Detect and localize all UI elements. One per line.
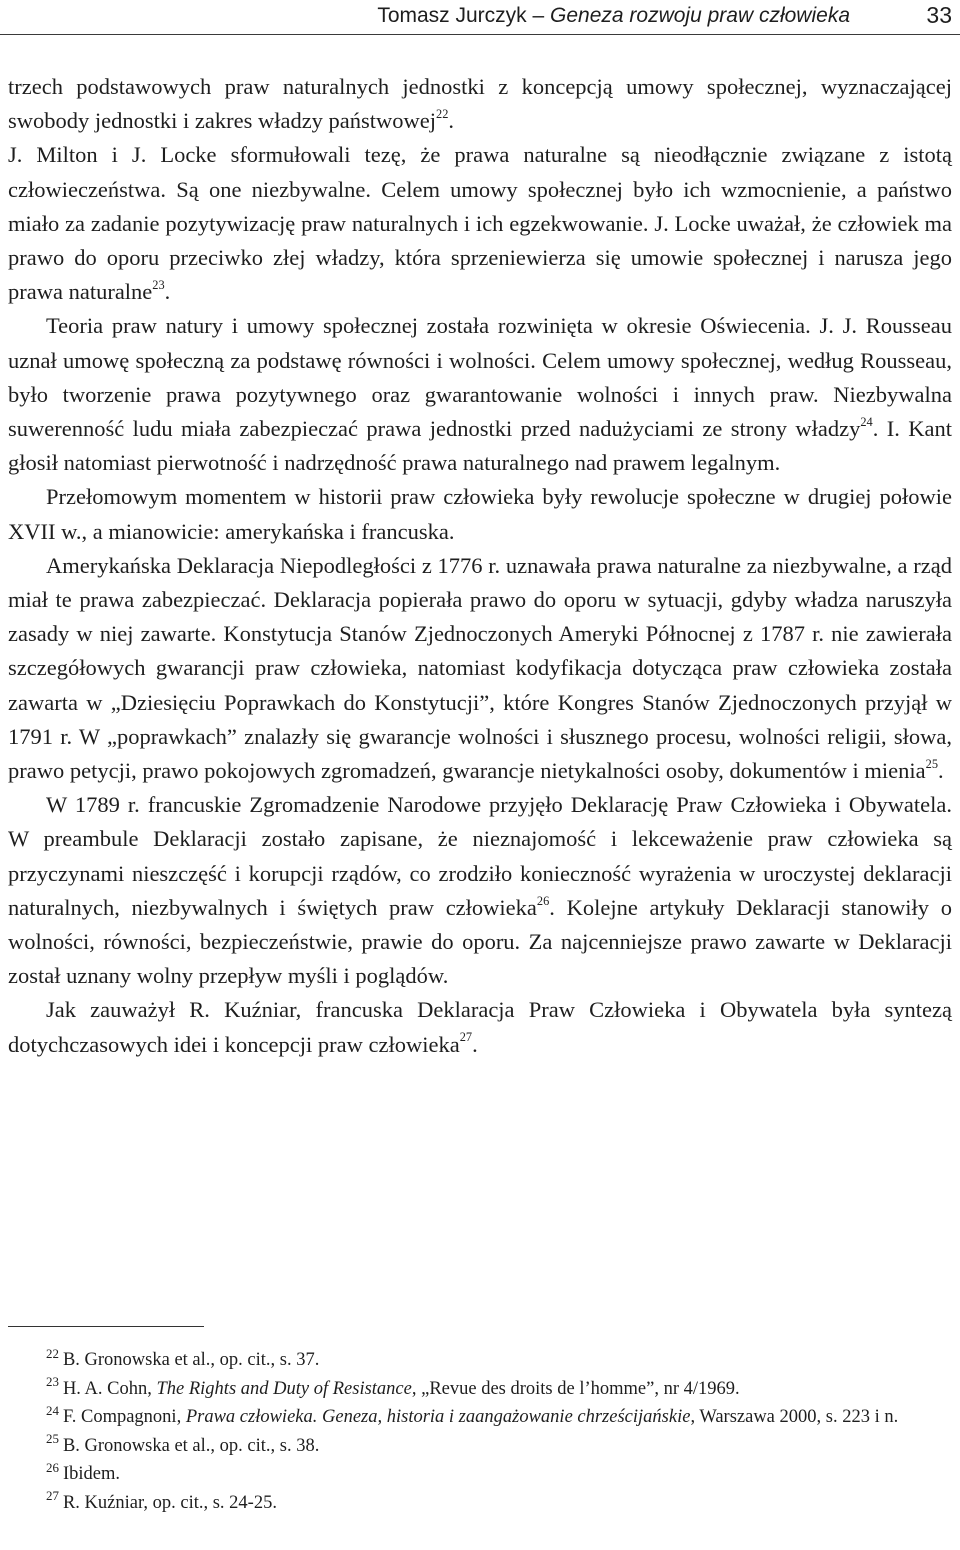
- paragraph-3: Teoria praw natury i umowy społecznej została rozwinięta w okresie Oświecenia. J. J. Rousseau uznał umowę społeczną za podstawę równości i wolności. Celem umowy społecznej, według Rousseau, było tworzenie prawa pozytywnego oraz gwarantowanie wolności i innych praw. Niezbywalna suwerenność ludu miała zabezpieczać prawa jednostki przed nadużyciami ze strony władzy$^{24}$. I. Kant głosił natomiast pierwotność i nadrzędność prawa naturalnego nad prawem legalnym.: [8, 313, 952, 476]
- footnote-separator: [8, 1326, 204, 1327]
- footnote-27: $^{27}$ R. Kuźniar, op. cit., s. 24-25.: [46, 1488, 277, 1513]
- footnote-ref-27: 27: [459, 1030, 473, 1045]
- footnote-ref-25: 25: [925, 756, 939, 771]
- paragraph-6: W 1789 r. francuskie Zgromadzenie Narodowe przyjęło Deklarację Praw Człowieka i Obywatela. W preambule Deklaracji zostało zapisane, że nieznajomość i lekceważenie praw człowieka są przyczynami nieszczęść i korupcji rządów, co zrodziło konieczność wyrażenia w uroczystej deklaracji naturalnych, niezbywalnych i świętych praw człowieka$^{26}$. Kolejne artykuły Deklaracji stanowiły o wolności, równości, bezpieczeństwie, prawie do oporu. Za najcenniejsze prawo zawarte w Deklaracji został uznany wolny przepływ myśli i poglądów.: [8, 792, 952, 989]
- footnote-25: $^{25}$ B. Gronowska et al., op. cit., s. 38.: [46, 1431, 320, 1456]
- paragraph-4: Przełomowym momentem w historii praw człowieka były rewolucje społeczne w drugiej połowie XVII w., a mianowicie: amerykańska i francuska.: [8, 484, 952, 544]
- page-number: 33: [926, 2, 952, 28]
- footnote-23: $^{23}$ H. A. Cohn, The Rights and Duty of Resistance, „Revue des droits de l’homme”, nr 4/1969.: [46, 1374, 740, 1399]
- footnote-24: $^{24}$ F. Compagnoni, Prawa człowieka. Geneza, historia i zaangażowanie chrześcijańskie, Warszawa 2000, s. 223 i n.: [46, 1402, 899, 1427]
- footnote-ref-24: 24: [860, 414, 873, 429]
- running-head-text: [377, 4, 850, 28]
- footnote-ref-26: 26: [536, 893, 550, 908]
- header-title: Geneza rozwoju praw człowieka: [550, 4, 850, 27]
- footnote-ref-22: 22: [436, 106, 449, 121]
- paragraph-5: Amerykańska Deklaracja Niepodległości z 1776 r. uznawała prawa naturalne za niezbywalne, a rząd miał te prawa zabezpieczać. Deklaracja popierała prawo do oporu w sytuacji, gdyby władza naruszyła zasady w niej zawarte. Konstytucja Stanów Zjednoczonych Ameryki Północnej z 1787 r. nie zawierała szczegółowych gwarancji praw człowieka, natomiast kodyfikacja dotycząca praw człowieka została zawarta w „Dziesięciu Poprawkach do Konstytucji”, które Kongres Stanów Zjednoczonych przyjął w 1791 r. W „poprawkach” znalazły się gwarancje wolności i słusznego procesu, wolności religii, słowa, prawo petycji, prawo pokojowych zgromadzeń, gwarancje nietykalności osoby, dokumentów i mienia$^{25}$.: [8, 552, 952, 784]
- running-header: [0, 0, 960, 35]
- footnote-22: $^{22}$ B. Gronowska et al., op. cit., s. 37.: [46, 1345, 320, 1370]
- body-text: [8, 70, 952, 1062]
- paragraph-1: trzech podstawowych praw naturalnych jednostki z koncepcją umowy społecznej, wyznaczającej swobody jednostki i zakres władzy państwowej$^{22}$.: [8, 74, 952, 134]
- footnote-ref-23: 23: [152, 277, 165, 292]
- footnote-26: $^{26}$ Ibidem.: [46, 1459, 120, 1484]
- header-author: Tomasz Jurczyk –: [377, 4, 545, 27]
- footnotes: [8, 1346, 952, 1517]
- paragraph-2: J. Milton i J. Locke sformułowali tezę, że prawa naturalne są nieodłącznie związane z istotą człowieczeństwa. Są one niezbywalne. Celem umowy społecznej było ich wzmocnienie, a państwo miało za zadanie pozytywizację praw naturalnych i ich egzekwowanie. J. Locke uważał, że człowiek ma prawo do oporu przeciwko złej władzy, która sprzeniewierza się umowie społecznej i narusza jego prawa naturalne$^{23}$.: [8, 142, 952, 305]
- paragraph-7: Jak zauważył R. Kuźniar, francuska Deklaracja Praw Człowieka i Obywatela była syntezą dotychczasowych idei i koncepcji praw człowieka$^{27}$.: [8, 997, 952, 1057]
